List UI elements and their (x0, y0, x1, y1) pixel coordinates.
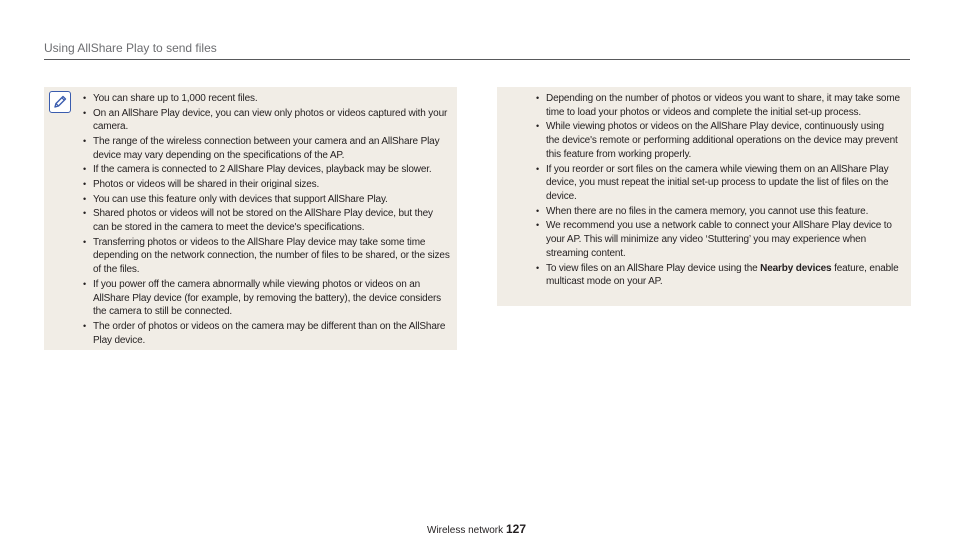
note-text: feature, enable multicast mode on your AP. (546, 262, 899, 288)
page-header-title: Using AllShare Play to send files (44, 41, 217, 55)
note-box-right (497, 87, 911, 306)
note-item: • On an AllShare Play device, you can view only photos or videos captured with your camera. (93, 107, 451, 135)
note-box-left (44, 87, 457, 350)
note-item: • Photos or videos will be shared in their original sizes. (93, 178, 451, 192)
note-list-right (546, 92, 900, 290)
note-item: • If you reorder or sort files on the camera while viewing them on an AllShare Play device, you must repeat the initial set-up process to update the list of files on the device. (546, 163, 900, 204)
note-item: • We recommend you use a network cable to connect your AllShare Play device to your AP. This will minimize any video ‘Stuttering’ you may experience when streaming content. (546, 219, 900, 260)
note-item: • While viewing photos or videos on the AllShare Play device, continuously using the device's remote or performing additional operations on the device may prevent this feature from working properly. (546, 120, 900, 161)
note-item: • If you power off the camera abnormally while viewing photos or videos on an AllShare Play device (for example, by removing the battery), the device considers the camera to still be connected. (93, 278, 451, 319)
nearby-devices-term: Nearby devices (760, 262, 832, 274)
note-list-left (93, 92, 451, 348)
note-item: • Shared photos or videos will not be stored on the AllShare Play device, but they can be stored in the camera to meet the device's specifications. (93, 207, 451, 235)
note-item-nearby-devices (546, 262, 900, 290)
note-item: • When there are no files in the camera memory, you cannot use this feature. (546, 205, 900, 219)
note-pencil-icon (49, 91, 71, 113)
note-item: • Transferring photos or videos to the AllShare Play device may take some time depending on the network connection, the number of files to be shared, or the sizes of the files. (93, 236, 451, 277)
footer-section-name: Wireless network (427, 525, 504, 536)
note-item: • Depending on the number of photos or videos you want to share, it may take some time to load your photos or videos and complete the initial set-up process. (546, 92, 900, 120)
note-item: • The order of photos or videos on the camera may be different than on the AllShare Play device. (93, 320, 451, 348)
note-item: • The range of the wireless connection between your camera and an AllShare Play device may vary depending on the specifications of the AP. (93, 135, 451, 163)
note-item: • You can share up to 1,000 recent files. (93, 92, 451, 106)
note-text: To view files on an AllShare Play device using the (546, 262, 761, 274)
note-item: • You can use this feature only with devices that support AllShare Play. (93, 193, 451, 207)
note-item: • If the camera is connected to 2 AllShare Play devices, playback may be slower. (93, 163, 451, 177)
page-number: 127 (506, 522, 527, 536)
header-divider (44, 59, 910, 60)
